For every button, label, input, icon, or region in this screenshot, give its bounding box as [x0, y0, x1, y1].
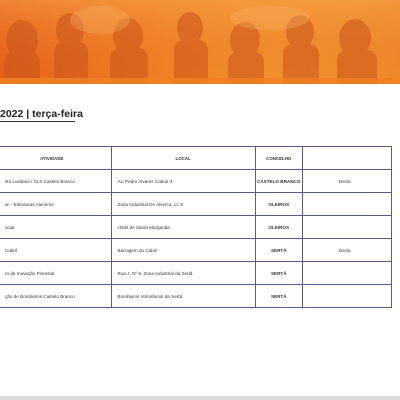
cell-local: Zona Industrial De Alverca, Lt. 9 [111, 193, 255, 216]
table-row [0, 285, 392, 308]
cell-atividade: al – Estruturas Alumínio [0, 193, 111, 216]
cell-concelho: SERTÃ [255, 262, 302, 285]
cell-concelho: OLEIROS [255, 193, 302, 216]
col-header-atividade: ATIVIDADE [0, 147, 111, 170]
cell-local: Barragem do Cabril [111, 239, 255, 262]
cell-atividade: ro de Inovação Florestal [0, 262, 111, 285]
cell-concelho: SERTÃ [255, 239, 302, 262]
crowd-photo-image [0, 0, 400, 84]
table-row [0, 239, 392, 262]
cell-extra [302, 262, 391, 285]
table-row [0, 216, 392, 239]
table-header-row [0, 147, 392, 170]
cell-concelho: CASTELO BRANCO [255, 170, 302, 193]
cell-extra: Decla [302, 170, 391, 193]
cell-extra [302, 216, 391, 239]
cell-atividade: Cabril [0, 239, 111, 262]
table-row [0, 262, 392, 285]
banner-bottom-band [0, 78, 400, 84]
cell-extra: Decla [302, 239, 391, 262]
cell-atividade: sto Lusitano / SLS Castelo Branco [0, 170, 111, 193]
col-header-local: LOCAL [111, 147, 255, 170]
col-header-extra [302, 147, 391, 170]
cell-extra [302, 193, 391, 216]
cell-atividade: ocial [0, 216, 111, 239]
cell-concelho: OLEIROS [255, 216, 302, 239]
schedule-table [0, 146, 392, 308]
header-banner [0, 0, 400, 84]
table-row [0, 170, 392, 193]
cell-local: Bombeiros Voluntários da Sertã [111, 285, 255, 308]
section-heading-text: 2022 | terça-feira [0, 108, 83, 120]
heading-underline [0, 121, 75, 122]
cell-local: Hotel de Santa Margarida [111, 216, 255, 239]
cell-local: Rua J, Nº 9, Zona Industrial da Sertã [111, 262, 255, 285]
cell-extra [302, 285, 391, 308]
page-bottom-edge [0, 396, 400, 400]
col-header-concelho: CONCELHO [255, 147, 302, 170]
cell-atividade: ção de Bombeiros Castelo Branco [0, 285, 111, 308]
table-row [0, 193, 392, 216]
cell-concelho: SERTÃ [255, 285, 302, 308]
cell-local: Av. Pedro Alvares Cabral 3 [111, 170, 255, 193]
